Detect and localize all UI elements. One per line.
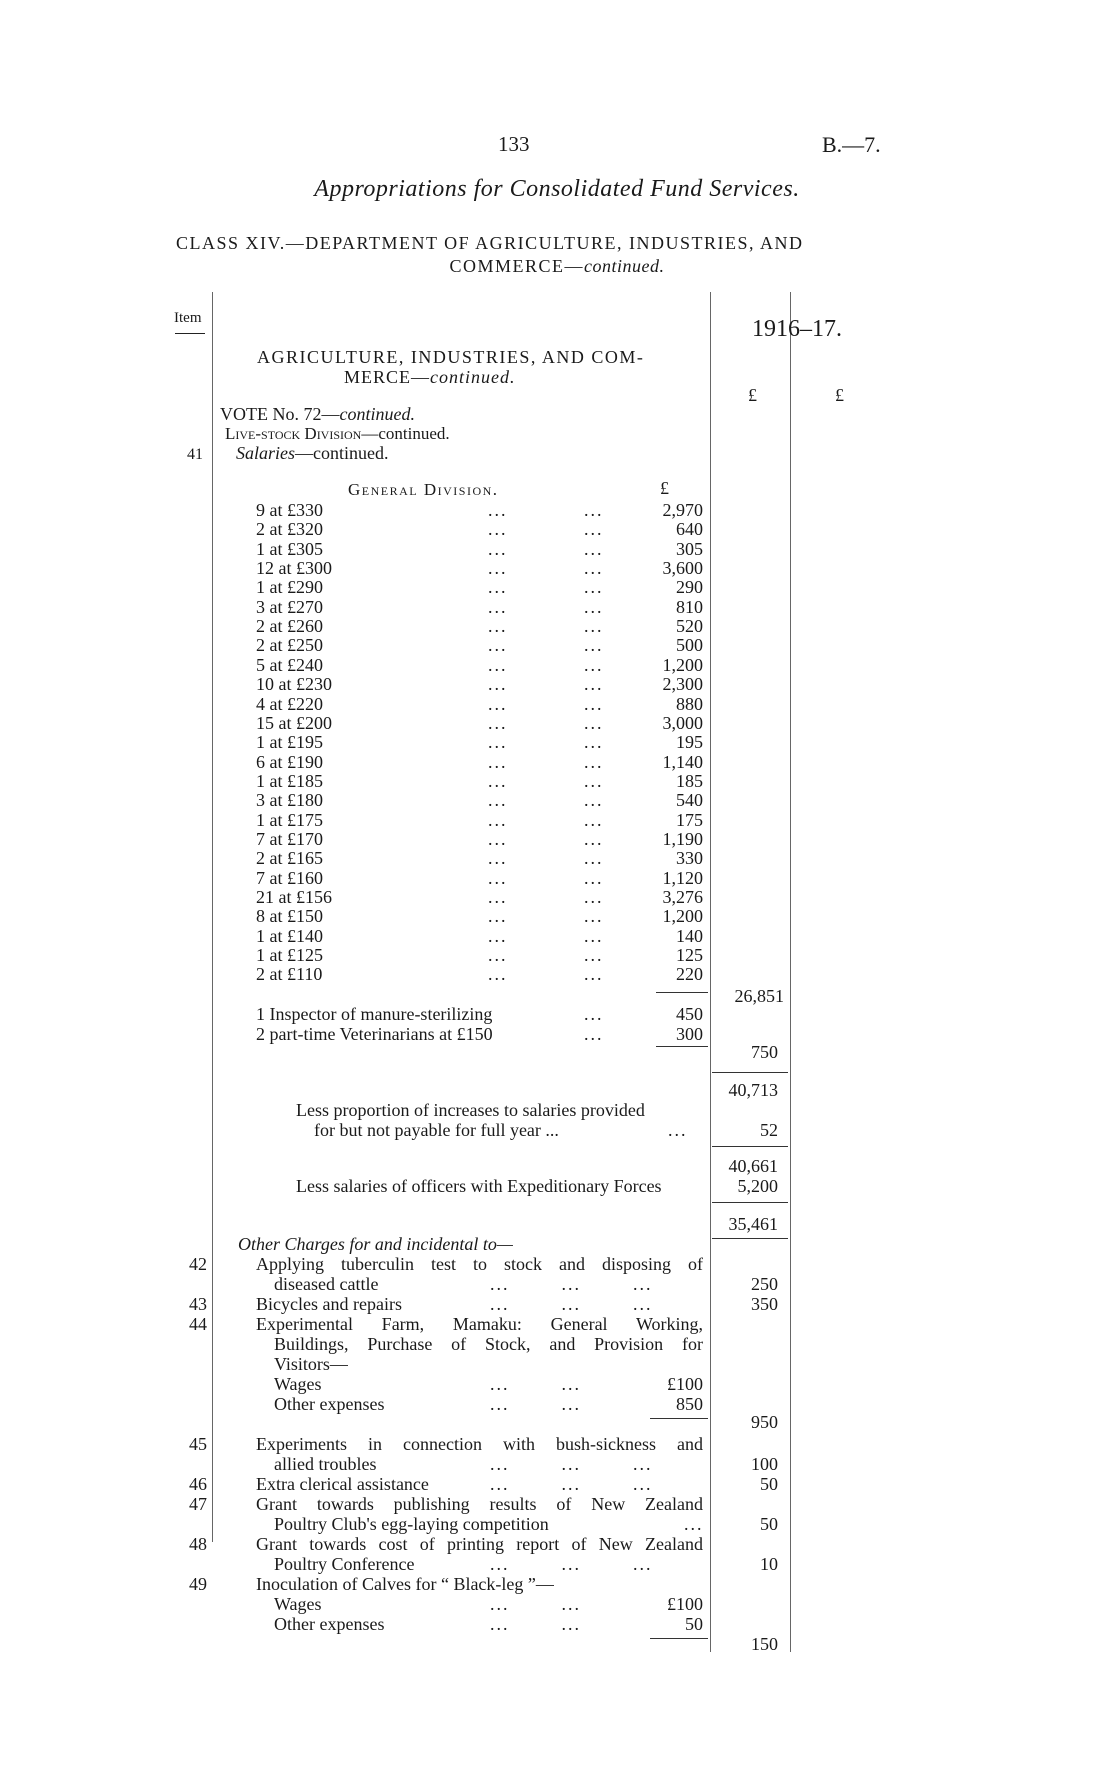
leader-dots: ...	[584, 790, 604, 811]
item-number: 42	[189, 1254, 207, 1274]
grade-label: 5 at £240	[256, 654, 323, 675]
item-description-cont: Poultry Club's egg-laying competition	[274, 1514, 549, 1534]
grade-amount: 1,120	[662, 867, 703, 888]
leader-dots: ...	[584, 616, 604, 637]
leader-dots: ...	[488, 751, 508, 772]
leader-dots: ...	[584, 925, 604, 946]
leader-dots: ...	[488, 596, 508, 617]
division-line	[225, 424, 450, 444]
leader-dots: ...	[488, 577, 508, 598]
salaries-line	[236, 443, 389, 464]
item-number: 43	[189, 1294, 207, 1314]
leader-dots: ...	[488, 925, 508, 946]
amount-column1-rule	[710, 292, 711, 1652]
item-amount: 350	[751, 1294, 778, 1314]
item-dots: ... ... ...	[490, 1454, 653, 1474]
item-amount: 50	[760, 1514, 778, 1534]
page-number: 133	[498, 132, 530, 156]
grade-amount: 880	[676, 693, 703, 714]
grade-label: 1 at £185	[256, 770, 323, 791]
salaries-total-rule	[712, 1202, 788, 1203]
sub-item-label: Wages	[274, 1374, 322, 1394]
grade-amount: 1,200	[662, 906, 703, 927]
grade-label: 7 at £170	[256, 828, 323, 849]
grade-label: 2 at £260	[256, 616, 323, 637]
leader-dots: ...	[488, 867, 508, 888]
pound-heading-col1: £	[748, 385, 757, 405]
item-amount: 100	[751, 1454, 778, 1474]
less-increase-amount: 52	[760, 1120, 778, 1140]
general-division-subtotal: 26,851	[734, 986, 784, 1006]
leader-dots: ...	[584, 809, 604, 830]
item-number: 48	[189, 1534, 207, 1554]
grade-amount: 1,140	[662, 751, 703, 772]
general-division-row	[256, 945, 703, 965]
leader-dots: ...	[584, 867, 604, 888]
less-expeditionary-amount: 5,200	[737, 1176, 778, 1196]
sub-item-dots: ... ...	[490, 1594, 581, 1614]
general-division-row	[256, 887, 703, 907]
grade-amount: 500	[676, 635, 703, 656]
leader-dots: ...	[584, 500, 604, 520]
grade-label: 21 at £156	[256, 887, 332, 907]
general-division-row	[256, 519, 703, 539]
salaries-total: 35,461	[728, 1214, 778, 1234]
grade-amount: 1,190	[662, 828, 703, 849]
grade-amount: 2,300	[662, 674, 703, 695]
leader-dots: ...	[584, 674, 604, 695]
less-expeditionary-label: Less salaries of officers with Expeditionary Forces	[296, 1176, 662, 1196]
general-division-row	[256, 868, 703, 888]
grade-amount: 220	[676, 964, 703, 985]
item-dots: ... ... ...	[490, 1554, 653, 1574]
grade-amount: 305	[676, 538, 703, 559]
class-heading-main: COMMERCE—	[449, 256, 585, 276]
extras-total: 750	[751, 1042, 778, 1062]
division-continued: —continued.	[361, 424, 450, 443]
leader-dots: ...	[584, 596, 604, 617]
sub-item-dots: ... ...	[490, 1394, 581, 1414]
grade-label: 1 at £175	[256, 809, 323, 830]
item-amount: 10	[760, 1554, 778, 1574]
leader-dots: ...	[584, 654, 604, 675]
general-division-row	[256, 558, 703, 578]
leader-dots: ...	[488, 828, 508, 849]
item-description-cont: allied troubles	[274, 1454, 377, 1474]
section-title-continued: continued.	[430, 367, 516, 387]
item-column-heading: Item	[174, 310, 202, 326]
grade-label: 1 at £125	[256, 945, 323, 966]
less-increase-dots: ...	[668, 1120, 688, 1140]
grade-label: 9 at £330	[256, 500, 323, 520]
running-total-rule	[712, 1072, 788, 1073]
leader-dots: ...	[488, 809, 508, 830]
sub-item-label: Other expenses	[274, 1394, 385, 1414]
general-division-row	[256, 597, 703, 617]
sub-item-amount: 50	[685, 1614, 703, 1634]
leader-dots: ...	[488, 519, 508, 540]
leader-dots: ...	[584, 538, 604, 559]
amount-column2-rule	[790, 292, 791, 1652]
leader-dots: ...	[488, 538, 508, 559]
sub-item-dots: ... ...	[490, 1374, 581, 1394]
item-amount: 150	[751, 1634, 778, 1654]
subtotal-rule	[656, 992, 708, 993]
item-number-41: 41	[187, 446, 203, 463]
general-division-row	[256, 926, 703, 946]
grade-amount: 3,600	[662, 558, 703, 579]
leader-dots: ...	[488, 635, 508, 656]
general-division-row	[256, 829, 703, 849]
extra-row-amount: 450	[676, 1004, 703, 1024]
leader-dots: ...	[584, 828, 604, 849]
item-dots: ...	[684, 1514, 704, 1534]
leader-dots: ...	[584, 770, 604, 791]
less-increase-line2: for but not payable for full year ...	[314, 1120, 559, 1140]
general-division-row	[256, 577, 703, 597]
grade-label: 8 at £150	[256, 906, 323, 927]
leader-dots: ...	[488, 770, 508, 791]
grade-amount: 185	[676, 770, 703, 791]
leader-dots: ...	[488, 790, 508, 811]
sub-item-amount: £100	[667, 1594, 703, 1614]
leader-dots: ...	[488, 887, 508, 907]
sub-total-rule	[650, 1418, 708, 1419]
leader-dots: ...	[488, 732, 508, 753]
grade-amount: 3,000	[662, 712, 703, 733]
item-description-cont: diseased cattle	[274, 1274, 379, 1294]
division-main: Live-stock Division	[225, 424, 362, 443]
leader-dots: ...	[584, 712, 604, 733]
general-division-heading: General Division.	[348, 480, 499, 499]
grade-amount: 640	[676, 519, 703, 540]
general-division-row	[256, 655, 703, 675]
item-number: 46	[189, 1474, 207, 1494]
other-charges-heading: Other Charges for and incidental to—	[238, 1234, 513, 1254]
item-description: Bicycles and repairs	[256, 1294, 402, 1314]
running-total: 40,713	[728, 1080, 778, 1100]
grade-amount: 810	[676, 596, 703, 617]
general-division-row	[256, 771, 703, 791]
leader-dots: ...	[488, 712, 508, 733]
section-title-main: MERCE—	[344, 367, 431, 387]
general-division-row	[256, 732, 703, 752]
item-amount: 950	[751, 1412, 778, 1432]
leader-dots: ...	[584, 577, 604, 598]
section-title-line2	[344, 367, 516, 388]
sub-item-label: Other expenses	[274, 1614, 385, 1634]
item-number: 44	[189, 1314, 207, 1334]
grade-amount: 195	[676, 732, 703, 753]
item-dots: ... ... ...	[490, 1274, 653, 1294]
item-number: 47	[189, 1494, 207, 1514]
leader-dots: ...	[584, 558, 604, 579]
pound-heading-col2: £	[835, 385, 844, 405]
class-heading-line2	[0, 256, 1114, 277]
general-division-row	[256, 964, 703, 984]
sub-item-amount: 850	[676, 1394, 703, 1414]
grade-label: 2 at £250	[256, 635, 323, 656]
sub-item-label: Wages	[274, 1594, 322, 1614]
general-division-row	[256, 906, 703, 926]
leader-dots: ...	[584, 693, 604, 714]
item-description: Grant towards publishing results of New Zealand	[256, 1494, 703, 1514]
item-number: 45	[189, 1434, 207, 1454]
general-division-pound: £	[660, 478, 669, 498]
item-number: 49	[189, 1574, 207, 1594]
item-description: Grant towards cost of printing report of New Zealand	[256, 1534, 703, 1554]
leader-dots: ...	[584, 848, 604, 869]
leader-dots: ...	[584, 945, 604, 966]
item-amount: 50	[760, 1474, 778, 1494]
grade-label: 7 at £160	[256, 867, 323, 888]
item-description: Extra clerical assistance	[256, 1474, 429, 1494]
general-division-row	[256, 848, 703, 868]
item-description-cont: Visitors—	[274, 1354, 348, 1374]
grade-label: 2 at £110	[256, 964, 323, 985]
leader-dots: ...	[488, 558, 508, 579]
grade-amount: 520	[676, 616, 703, 637]
item-description: Inoculation of Calves for “ Black-leg ”—	[256, 1574, 554, 1594]
grade-label: 1 at £290	[256, 577, 323, 598]
salaries-total-underline	[712, 1238, 788, 1239]
extra-row-label: 1 Inspector of manure-sterilizing	[256, 1004, 493, 1024]
vote-continued: continued.	[339, 404, 415, 424]
sub-item-amount: £100	[667, 1374, 703, 1394]
leader-dots: ...	[584, 887, 604, 907]
page-title: Appropriations for Consolidated Fund Services.	[314, 176, 800, 202]
vote-line	[220, 404, 415, 425]
general-division-row	[256, 635, 703, 655]
extra-row-label: 2 part-time Veterinarians at £150	[256, 1024, 493, 1044]
grade-label: 3 at £180	[256, 790, 323, 811]
grade-label: 2 at £165	[256, 848, 323, 869]
grade-label: 3 at £270	[256, 596, 323, 617]
item-description-cont: Buildings, Purchase of Stock, and Provision for	[274, 1334, 703, 1354]
extras-rule	[656, 1046, 708, 1047]
class-heading-line1: CLASS XIV.—DEPARTMENT OF AGRICULTURE, INDUSTRIES, AND	[176, 233, 804, 253]
leader-dots: ...	[488, 964, 508, 985]
item-column-rule	[212, 292, 213, 1542]
section-title-line1: AGRICULTURE, INDUSTRIES, AND COM-	[257, 347, 645, 367]
extra-row-dots: ...	[584, 1004, 604, 1024]
leader-dots: ...	[584, 964, 604, 985]
grade-amount: 1,200	[662, 654, 703, 675]
grade-label: 4 at £220	[256, 693, 323, 714]
grade-amount: 175	[676, 809, 703, 830]
general-division-row	[256, 539, 703, 559]
leader-dots: ...	[488, 654, 508, 675]
class-heading-continued: continued.	[584, 256, 665, 276]
leader-dots: ...	[488, 674, 508, 695]
general-division-row	[256, 694, 703, 714]
grade-label: 1 at £305	[256, 538, 323, 559]
extra-row-dots: ...	[584, 1024, 604, 1044]
general-division-row	[256, 674, 703, 694]
item-description: Experiments in connection with bush-sickness and	[256, 1434, 703, 1454]
leader-dots: ...	[584, 906, 604, 927]
item-description-cont: Poultry Conference	[274, 1554, 415, 1574]
grade-label: 10 at £230	[256, 674, 332, 695]
grade-amount: 125	[676, 945, 703, 966]
grade-label: 6 at £190	[256, 751, 323, 772]
leader-dots: ...	[488, 616, 508, 637]
grade-label: 15 at £200	[256, 712, 332, 733]
after-increase-rule	[712, 1146, 788, 1147]
leader-dots: ...	[488, 906, 508, 927]
after-increase-total: 40,661	[728, 1156, 778, 1176]
year-heading: 1916–17.	[752, 316, 842, 342]
less-increase-line1: Less proportion of increases to salaries provided	[296, 1100, 645, 1120]
leader-dots: ...	[488, 500, 508, 520]
salaries-continued: —continued.	[295, 443, 389, 463]
sub-total-rule	[650, 1638, 708, 1639]
general-division-row	[256, 500, 703, 520]
document-reference: B.—7.	[822, 132, 881, 157]
grade-label: 2 at £320	[256, 519, 323, 540]
item-amount: 250	[751, 1274, 778, 1294]
item-dots: ... ... ...	[490, 1474, 653, 1494]
grade-amount: 290	[676, 577, 703, 598]
general-division-row	[256, 810, 703, 830]
item-description: Applying tuberculin test to stock and disposing of	[256, 1254, 703, 1274]
grade-label: 12 at £300	[256, 558, 332, 579]
grade-label: 1 at £195	[256, 732, 323, 753]
grade-amount: 2,970	[662, 500, 703, 520]
leader-dots: ...	[584, 519, 604, 540]
leader-dots: ...	[584, 635, 604, 656]
general-division-row	[256, 790, 703, 810]
leader-dots: ...	[584, 751, 604, 772]
grade-amount: 3,276	[662, 887, 703, 907]
general-division-row	[256, 752, 703, 772]
grade-amount: 140	[676, 925, 703, 946]
grade-label: 1 at £140	[256, 925, 323, 946]
grade-amount: 330	[676, 848, 703, 869]
vote-main: VOTE No. 72—	[220, 404, 340, 424]
leader-dots: ...	[584, 732, 604, 753]
item-dots: ... ... ...	[490, 1294, 653, 1314]
leader-dots: ...	[488, 693, 508, 714]
leader-dots: ...	[488, 945, 508, 966]
general-division-row	[256, 616, 703, 636]
general-division-row	[256, 713, 703, 733]
leader-dots: ...	[488, 848, 508, 869]
item-description: Experimental Farm, Mamaku: General Working,	[256, 1314, 703, 1334]
grade-amount: 540	[676, 790, 703, 811]
salaries-main: Salaries	[236, 443, 296, 463]
item-heading-underline	[175, 333, 205, 334]
sub-item-dots: ... ...	[490, 1614, 581, 1634]
extra-row-amount: 300	[676, 1024, 703, 1044]
